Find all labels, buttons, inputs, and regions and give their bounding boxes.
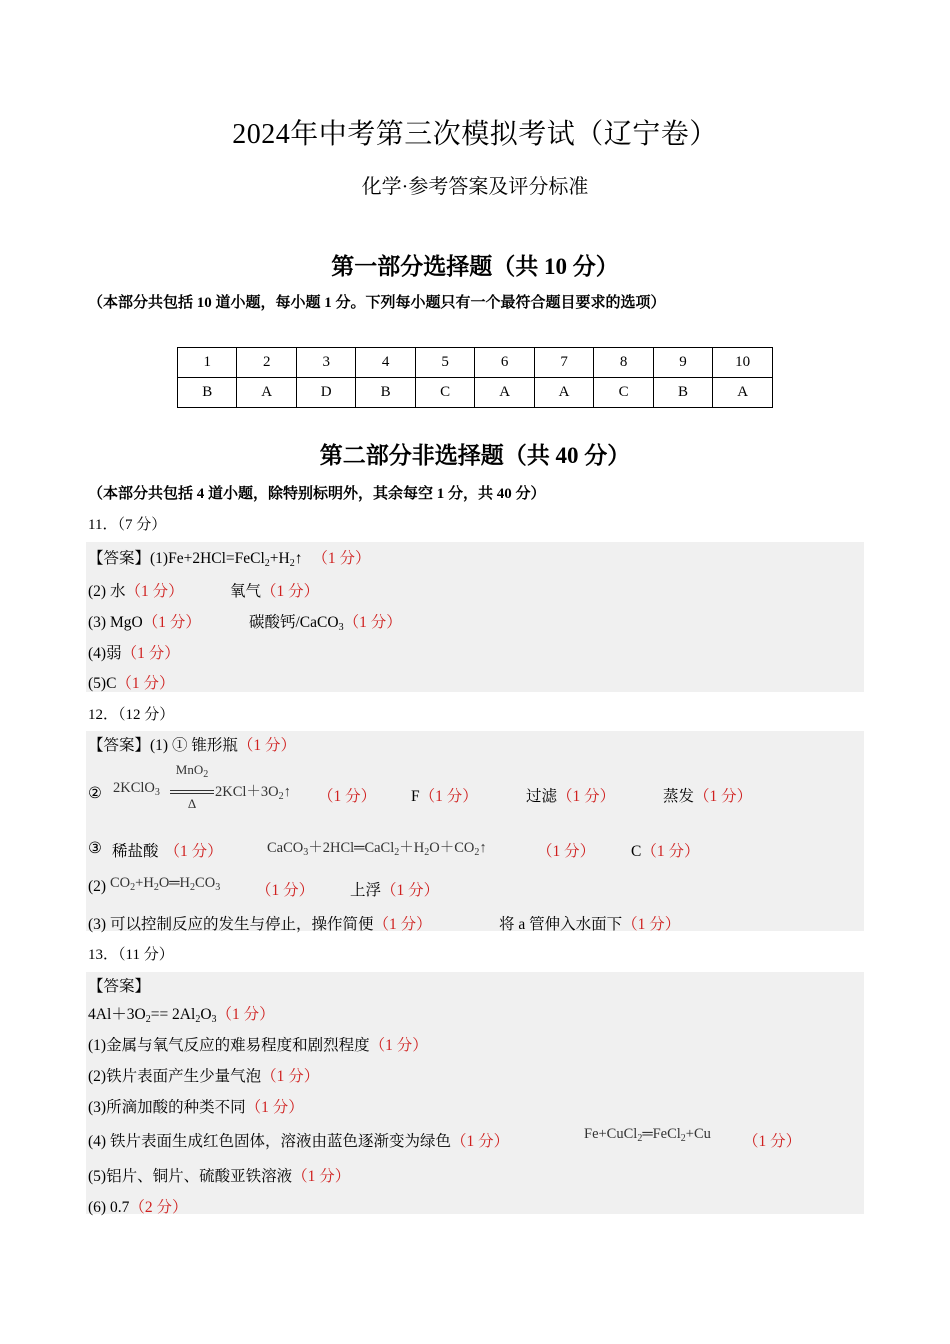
eq-text: +Cu bbox=[685, 1126, 711, 1142]
eq-text: CaCO bbox=[267, 840, 304, 856]
eq-text: 4Al＋3O bbox=[88, 1006, 146, 1023]
answer-text: 稀盐酸 bbox=[112, 843, 159, 860]
answer-text: 碳酸钙/CaCO bbox=[249, 614, 339, 631]
question-number: 9 bbox=[653, 348, 712, 378]
q11-heading: 11．（7 分） bbox=[88, 517, 167, 533]
answer-text: (2) 水 bbox=[88, 583, 126, 600]
q12-answer-block bbox=[86, 731, 864, 931]
q12-acid-answer bbox=[112, 839, 223, 861]
answer-cell: C bbox=[415, 378, 474, 408]
eq-text: == 2Al bbox=[150, 1006, 196, 1023]
subscript: 2 bbox=[153, 882, 159, 893]
score: （1 分） bbox=[622, 916, 681, 933]
score: （1 分） bbox=[121, 645, 180, 662]
score: （2 分） bbox=[129, 1199, 188, 1216]
q12-f-answer bbox=[411, 784, 478, 806]
q11-line3-b bbox=[249, 610, 402, 633]
question-number: 6 bbox=[475, 348, 534, 378]
heat-symbol: Δ bbox=[187, 796, 197, 811]
score: （1 分） bbox=[419, 788, 478, 805]
part2-title: 第二部分非选择题（共 40 分） bbox=[319, 443, 631, 468]
subscript: 3 bbox=[303, 847, 309, 858]
q13-heading: 13．（11 分） bbox=[88, 947, 174, 963]
answer-cell: D bbox=[296, 378, 355, 408]
gas-arrow: ↑ bbox=[294, 550, 303, 567]
answer-text: (1)金属与氧气反应的难易程度和剧烈程度 bbox=[88, 1037, 370, 1054]
subscript: 2 bbox=[130, 882, 136, 893]
q13-line7 bbox=[88, 1195, 187, 1217]
q13-line2 bbox=[88, 1033, 428, 1055]
eq-text: O bbox=[200, 1006, 212, 1023]
page-subtitle: 化学·参考答案及评分标准 bbox=[361, 176, 589, 198]
q12-float-answer bbox=[350, 878, 439, 900]
q12-line4-prefix: (2) bbox=[88, 878, 107, 895]
eq-text: 2KClO bbox=[113, 780, 155, 796]
answer-text: 将 a 管伸入水面下 bbox=[499, 916, 623, 933]
eq-text: +H bbox=[135, 875, 154, 891]
answer-text: (4)弱 bbox=[88, 645, 122, 662]
answer-text: C bbox=[631, 843, 642, 860]
score: （1 分） bbox=[256, 882, 315, 899]
subscript: 2 bbox=[474, 847, 480, 858]
q12-caco3-equation bbox=[267, 836, 487, 858]
score: （1 分） bbox=[369, 1037, 428, 1054]
answer-text: (6) 0.7 bbox=[88, 1199, 130, 1216]
subscript: 3 bbox=[211, 1014, 217, 1025]
score: （1 分） bbox=[557, 788, 616, 805]
answer-cell: C bbox=[594, 378, 653, 408]
score: （1 分） bbox=[164, 843, 223, 860]
q12-circle-3: ③ bbox=[88, 840, 102, 857]
subscript: 2 bbox=[190, 882, 196, 893]
answer-text: 氧气 bbox=[230, 583, 262, 600]
q12-heading: 12．（12 分） bbox=[88, 707, 175, 723]
eq-text: Fe+CuCl bbox=[584, 1126, 638, 1142]
score: （1 分） bbox=[537, 843, 596, 860]
answer-cell: B bbox=[178, 378, 237, 408]
score: （1 分） bbox=[641, 843, 700, 860]
q11-line2 bbox=[88, 579, 184, 601]
score: （1 分） bbox=[381, 882, 440, 899]
answer-text: 上浮 bbox=[350, 882, 382, 899]
score: （1 分） bbox=[125, 583, 184, 600]
subscript: 2 bbox=[394, 847, 400, 858]
q13-line6 bbox=[88, 1164, 350, 1186]
subscript: 3 bbox=[154, 787, 160, 798]
score: （1 分） bbox=[694, 788, 753, 805]
q12-filter-answer bbox=[526, 784, 615, 806]
eq-text: 2KCl＋3O bbox=[215, 784, 279, 800]
score: （1 分） bbox=[373, 916, 432, 933]
q13-cucl2-equation bbox=[584, 1126, 711, 1144]
catalyst-text: MnO bbox=[175, 762, 204, 777]
score: （1 分） bbox=[318, 788, 377, 805]
answer-text: (4) 铁片表面生成红色固体，溶液由蓝色逐渐变为绿色 bbox=[88, 1133, 451, 1150]
q12-line5 bbox=[88, 912, 432, 934]
question-number: 1 bbox=[178, 348, 237, 378]
question-number: 2 bbox=[237, 348, 296, 378]
answer-text: 【答案】(1) ① 锥形瓶 bbox=[88, 737, 238, 754]
subscript: 2 bbox=[278, 791, 284, 802]
eq-text: ＋2HCl═CaCl bbox=[308, 840, 395, 856]
answer-cell: B bbox=[653, 378, 712, 408]
q12-co2-equation bbox=[110, 875, 220, 893]
q12-line1 bbox=[88, 733, 296, 755]
answer-text: (3) MgO bbox=[88, 614, 143, 631]
subscript: 2 bbox=[424, 847, 430, 858]
subscript: 2 bbox=[264, 558, 270, 569]
gas-arrow: ↑ bbox=[479, 840, 487, 856]
subscript: 2 bbox=[680, 1133, 686, 1144]
subscript: 2 bbox=[203, 769, 209, 780]
answer-text: 蒸发 bbox=[663, 788, 695, 805]
subscript: 2 bbox=[289, 558, 295, 569]
answer-table bbox=[177, 347, 773, 408]
q13-answer-label: 【答案】 bbox=[88, 978, 151, 995]
answer-text: 过滤 bbox=[526, 788, 558, 805]
q11-equation-mid: +H bbox=[269, 550, 290, 567]
score: （1 分） bbox=[216, 1006, 275, 1023]
q11-line1 bbox=[88, 546, 371, 569]
answer-text: (3) 可以控制反应的发生与停止，操作简便 bbox=[88, 916, 374, 933]
score: （1 分） bbox=[450, 1133, 510, 1150]
part2-note: （本部分共包括 4 道小题，除特别标明外，其余每空 1 分，共 40 分） bbox=[88, 486, 546, 502]
part1-note: （本部分共包括 10 道小题，每小题 1 分。下列每小题只有一个最符合题目要求的选项） bbox=[88, 295, 666, 311]
catalyst-label bbox=[170, 762, 214, 780]
subscript: 2 bbox=[145, 1014, 151, 1025]
score: （1 分） bbox=[237, 737, 296, 754]
score: （1 分） bbox=[116, 675, 175, 692]
answer-text: (2)铁片表面产生少量气泡 bbox=[88, 1068, 262, 1085]
q11-line3 bbox=[88, 610, 201, 632]
answer-text: (5)C bbox=[88, 675, 117, 692]
question-number: 8 bbox=[594, 348, 653, 378]
answer-cell: A bbox=[534, 378, 593, 408]
eq-text: CO bbox=[110, 875, 131, 891]
part1-title: 第一部分选择题（共 10 分） bbox=[331, 254, 619, 279]
subscript: 3 bbox=[338, 622, 344, 633]
answer-text: F bbox=[411, 788, 420, 805]
score: （1 分） bbox=[245, 1099, 304, 1116]
score: （1 分） bbox=[743, 1133, 802, 1150]
q13-line1 bbox=[88, 1002, 275, 1025]
q11-equation: 【答案】(1)Fe+2HCl=FeCl bbox=[88, 550, 265, 567]
answer-text: (3)所滴加酸的种类不同 bbox=[88, 1099, 246, 1116]
answer-cell: A bbox=[713, 378, 773, 408]
q12-eq-right bbox=[215, 780, 291, 802]
eq-text: O＋CO bbox=[429, 840, 475, 856]
score: （1 分） bbox=[292, 1168, 351, 1185]
score: （1 分） bbox=[142, 614, 201, 631]
eq-text: CO bbox=[195, 875, 216, 891]
eq-text: ＋H bbox=[399, 840, 425, 856]
eq-text: O═H bbox=[158, 875, 191, 891]
answer-cell: A bbox=[237, 378, 296, 408]
q11-line5 bbox=[88, 671, 175, 693]
question-number: 3 bbox=[296, 348, 355, 378]
q11-line4 bbox=[88, 641, 180, 663]
question-number: 5 bbox=[415, 348, 474, 378]
subscript: 2 bbox=[637, 1133, 643, 1144]
page-title: 2024年中考第三次模拟考试（辽宁卷） bbox=[232, 119, 718, 150]
score: （1 分） bbox=[343, 614, 402, 631]
q12-eq-left bbox=[113, 780, 160, 798]
q11-line2-b bbox=[230, 579, 319, 601]
answer-cell: B bbox=[356, 378, 415, 408]
q13-line5 bbox=[88, 1129, 509, 1151]
q12-circle-2: ② bbox=[88, 785, 102, 802]
q12-line5-b bbox=[499, 912, 680, 934]
score: （1 分） bbox=[261, 583, 320, 600]
score: （1 分） bbox=[312, 550, 371, 567]
q12-evap-answer bbox=[663, 784, 752, 806]
subscript: 2 bbox=[195, 1014, 201, 1025]
gas-arrow: ↑ bbox=[283, 784, 291, 800]
answer-text: (5)铝片、铜片、硫酸亚铁溶液 bbox=[88, 1168, 293, 1185]
subscript: 3 bbox=[215, 882, 221, 893]
question-number: 7 bbox=[534, 348, 593, 378]
q13-line4 bbox=[88, 1095, 304, 1117]
question-number: 10 bbox=[713, 348, 773, 378]
score: （1 分） bbox=[261, 1068, 320, 1085]
question-number-row bbox=[178, 348, 773, 378]
answer-row bbox=[178, 378, 773, 408]
eq-text: ═FeCl bbox=[642, 1126, 681, 1142]
answer-cell: A bbox=[475, 378, 534, 408]
reaction-condition-bar bbox=[170, 790, 214, 794]
q13-line3 bbox=[88, 1064, 319, 1086]
question-number: 4 bbox=[356, 348, 415, 378]
q12-c-answer bbox=[631, 839, 699, 861]
